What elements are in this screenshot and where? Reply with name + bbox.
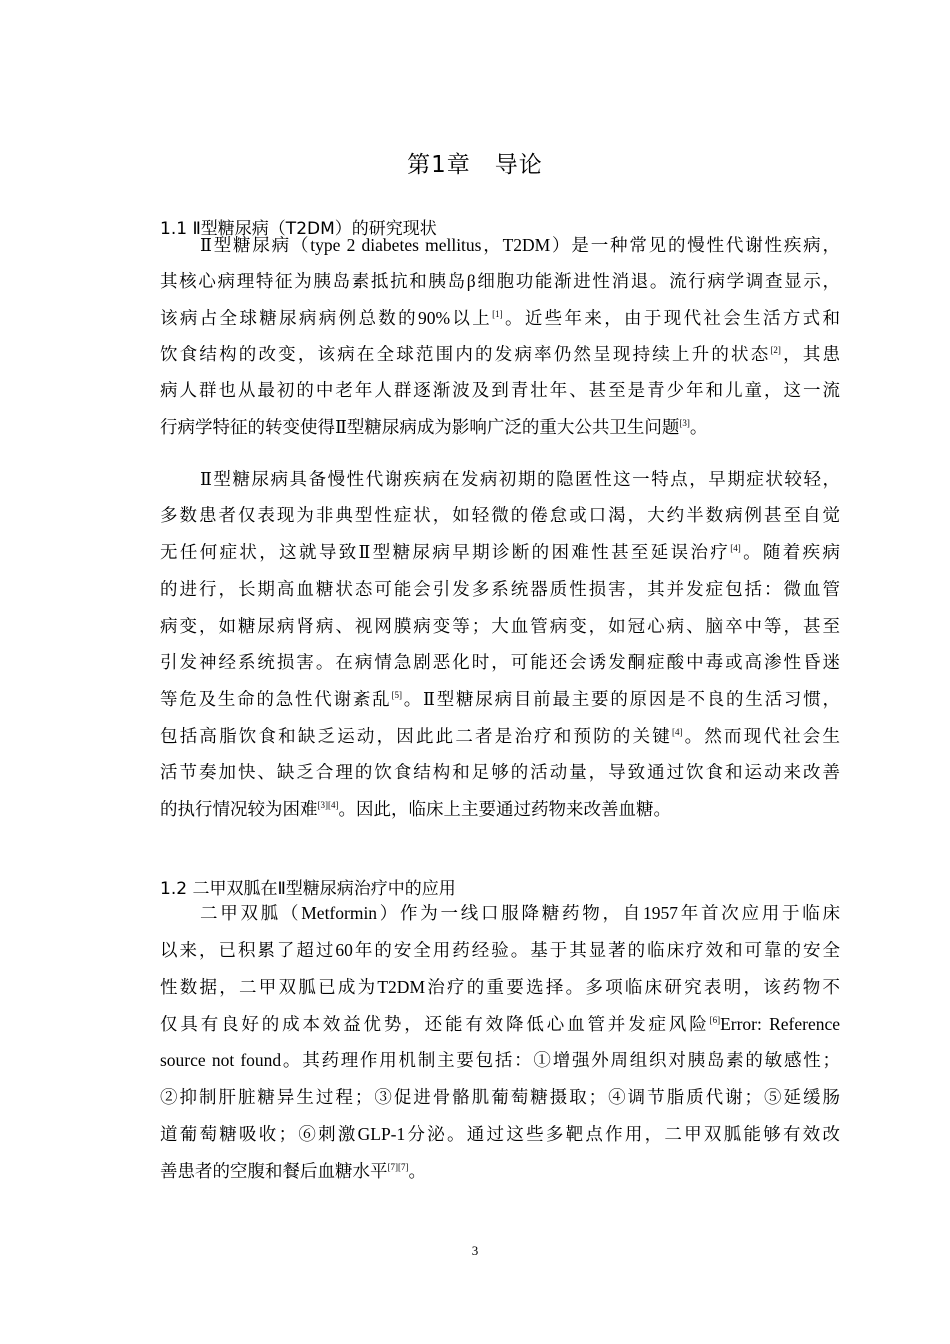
paragraph-line (200, 895, 840, 931)
paragraph-line (160, 534, 840, 570)
paragraph-line (200, 461, 840, 497)
paragraph-line (160, 1153, 840, 1189)
text-segment: 二甲双胍（Metformin）作为一线口服降糖药物，自1957年首次应用于临床 (200, 903, 840, 923)
text-segment: 活节奏加快、缺乏合理的饮食结构和足够的活动量，导致通过饮食和运动来改善 (160, 762, 840, 782)
text-segment: 。随着疾病 (740, 542, 840, 562)
text-segment: 。 (408, 1161, 426, 1181)
paragraph-line (160, 1079, 840, 1115)
section-heading-1-2: 1.2 二甲双胍在Ⅱ型糖尿病治疗中的应用 (160, 879, 456, 899)
citation-superscript: [1] (492, 309, 503, 319)
paragraph-line (160, 1006, 840, 1042)
text-segment: 无任何症状，这就导致Ⅱ型糖尿病早期诊断的困难性甚至延误治疗 (160, 542, 731, 562)
page-number: 3 (471, 1243, 479, 1258)
paragraph-line (160, 409, 840, 445)
citation-superscript: [5] (391, 690, 402, 700)
text-segment: 多数患者仅表现为非典型性症状，如轻微的倦怠或口渴，大约半数病例甚至自觉 (160, 505, 840, 525)
text-segment: 的执行情况较为困难 (160, 799, 318, 819)
text-segment: 善患者的空腹和餐后血糖水平 (160, 1161, 388, 1181)
text-segment: 以来，已积累了超过60年的安全用药经验。基于其显著的临床疗效和可靠的安全 (160, 940, 840, 960)
paragraph-line (160, 372, 840, 408)
text-segment: 。然而现代社会生 (682, 726, 840, 746)
paragraph-line (160, 608, 840, 644)
text-segment: 病人群也从最初的中老年人群逐渐波及到青壮年、甚至是青少年和儿童，这一流 (160, 380, 840, 400)
text-segment: 。因此，临床上主要通过药物来改善血糖。 (338, 799, 671, 819)
citation-superscript: [3][4] (317, 800, 339, 810)
text-segment: 该病占全球糖尿病病例总数的90%以上 (160, 308, 493, 328)
paragraph-line (160, 791, 840, 827)
citation-superscript: [4] (730, 543, 741, 553)
text-segment: 。近些年来，由于现代社会生活方式和 (502, 308, 841, 328)
paragraph-line (160, 644, 840, 680)
paragraph-line (160, 300, 840, 336)
text-segment: Ⅱ型糖尿病具备慢性代谢疾病在发病初期的隐匿性这一特点，早期症状较轻， (200, 469, 840, 489)
citation-superscript: [3] (679, 418, 690, 428)
paragraph-line (160, 932, 840, 968)
citation-superscript: [7][7] (387, 1162, 409, 1172)
text-segment: 性数据，二甲双胍已成为T2DM治疗的重要选择。多项临床研究表明，该药物不 (160, 977, 840, 997)
paragraph-line (160, 1116, 840, 1152)
text-segment: 道葡萄糖吸收；⑥刺激GLP-1分泌。通过这些多靶点作用，二甲双胍能够有效改 (160, 1124, 840, 1144)
citation-superscript: [4] (671, 727, 683, 737)
text-segment: 等危及生命的急性代谢紊乱 (160, 689, 392, 709)
text-segment: ②抑制肝脏糖异生过程；③促进骨骼肌葡萄糖摄取；④调节脂质代谢；⑤延缓肠 (160, 1087, 840, 1107)
paragraph-line (200, 227, 840, 263)
text-segment: 饮食结构的改变，该病在全球范围内的发病率仍然呈现持续上升的状态 (160, 344, 771, 364)
text-segment: 行病学特征的转变使得Ⅱ型糖尿病成为影响广泛的重大公共卫生问题 (160, 417, 680, 437)
text-segment: 。 (689, 417, 708, 437)
paragraph-line (160, 969, 840, 1005)
text-segment: ，其患 (780, 344, 841, 364)
citation-superscript: [6] (709, 1015, 721, 1025)
paragraph-line (160, 718, 840, 754)
text-segment: 引发神经系统损害。在病情急剧恶化时，可能还会诱发酮症酸中毒或高渗性昏迷 (160, 652, 840, 672)
text-segment: 的进行，长期高血糖状态可能会引发多系统器质性损害，其并发症包括：微血管 (160, 579, 840, 599)
text-segment: 。Ⅱ型糖尿病目前最主要的原因是不良的生活习惯， (401, 689, 840, 709)
paragraph-line (160, 263, 840, 299)
text-segment: 其核心病理特征为胰岛素抵抗和胰岛β细胞功能渐进性消退。流行病学调查显示， (160, 271, 840, 291)
text-segment: Ⅱ型糖尿病（type 2 diabetes mellitus，T2DM）是一种常见的慢性代谢性疾病， (200, 235, 840, 255)
text-segment: 包括高脂饮食和缺乏运动，因此此二者是治疗和预防的关键 (160, 726, 672, 746)
text-segment: 病变，如糖尿病肾病、视网膜病变等；大血管病变，如冠心病、脑卒中等，甚至 (160, 616, 840, 636)
citation-superscript: [2] (770, 345, 781, 355)
section-heading-1-1: 1.1 Ⅱ型糖尿病（T2DM）的研究现状 (160, 219, 437, 239)
paragraph-line (160, 497, 840, 533)
paragraph-line (160, 681, 840, 717)
chapter-title: 第1章 导论 (407, 152, 543, 178)
paragraph-line (160, 571, 840, 607)
text-segment: Error: Reference (720, 1014, 841, 1034)
text-segment: source not found。其药理作用机制主要包括：①增强外周组织对胰岛素的敏感性； (160, 1050, 840, 1070)
paragraph-line (160, 754, 840, 790)
paragraph-line (160, 336, 840, 372)
text-segment: 仅具有良好的成本效益优势，还能有效降低心血管并发症风险 (160, 1014, 710, 1034)
paragraph-line (160, 1042, 840, 1078)
